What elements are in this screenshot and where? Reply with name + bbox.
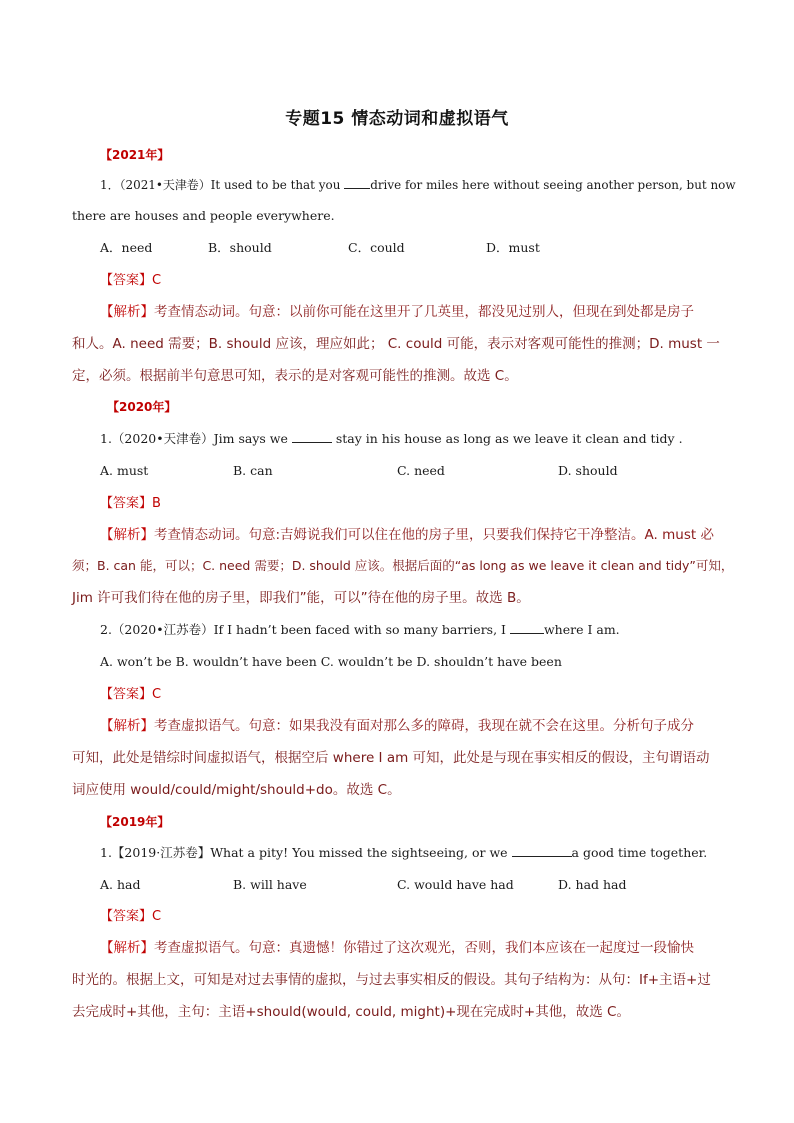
analysis-2020-1-line2: 须；B. can 能，可以；C. need 需要；D. should 应该。根据后面的“as long as we leave it clean and tidy”可知，: [72, 558, 734, 573]
answer-2021-1: [100, 270, 161, 291]
option-c: C. would have had: [397, 877, 514, 892]
question-2020-1-line1: [100, 429, 683, 449]
question-text: 1．（2021•天津卷）It used to be that you: [100, 178, 345, 192]
analysis-label: 【解析】: [100, 527, 154, 543]
question-text: 1.（2020•天津卷）Jim says we: [100, 431, 292, 446]
option-d: D. had had: [558, 877, 627, 892]
answer-value: B: [152, 496, 161, 511]
answer-label: 【答案】: [100, 909, 153, 924]
question-2021-1-line1: [100, 175, 736, 195]
answer-2020-1: [100, 493, 161, 514]
option-b: B．should: [208, 240, 272, 255]
answer-blank: [292, 430, 332, 443]
analysis-text: 考查情态动词。句意:吉姆说我们可以住在他的房子里，只要我们保持它干净整洁。A. must 必: [154, 527, 714, 543]
analysis-2019-1-line3: 去完成时+其他，主句：主语+should(would, could, might)+现在完成时+其他，故选 C。: [72, 1004, 630, 1020]
question-2019-1-line1: [100, 843, 707, 863]
year-heading-2020: 【2020年】: [107, 400, 177, 414]
analysis-label: 【解析】: [100, 940, 154, 956]
analysis-text: 考查情态动词。句意：以前你可能在这里开了几英里，都没见过别人，但现在到处都是房子: [154, 304, 694, 320]
analysis-2020-2-line1: [100, 716, 694, 736]
option-a: A. must: [100, 463, 149, 478]
option-c: C．could: [348, 240, 405, 255]
analysis-2020-1-line3: Jim 许可我们待在他的房子里，即我们”能，可以”待在他的房子里。故选 B。: [72, 590, 530, 606]
answer-label: 【答案】: [100, 687, 153, 702]
analysis-2021-1-line3: 定，必须。根据前半句意思可知，表示的是对客观可能性的推测。故选 C。: [72, 368, 518, 384]
question-2020-2-line1: [100, 620, 620, 640]
option-c: C. need: [397, 463, 445, 478]
option-b: B. will have: [233, 877, 307, 892]
analysis-text: 考查虚拟语气。句意：真遗憾！你错过了这次观光，否则，我们本应该在一起度过一段愉快: [154, 940, 694, 956]
year-heading-2021: 【2021年】: [100, 148, 170, 162]
answer-label: 【答案】: [100, 496, 153, 511]
option-d: D．must: [486, 240, 540, 255]
analysis-2021-1-line2: 和人。A. need 需要；B. should 应该，理应如此； C. could 可能，表示对客观可能性的推测；D. must 一: [72, 336, 720, 352]
question-text: 2.（2020•江苏卷）If I hadn’t been faced with so many barriers, I: [100, 622, 510, 637]
analysis-2019-1-line2: 时光的。根据上文，可知是对过去事情的虚拟，与过去事实相反的假设。其句子结构为：从句：If+主语+过: [72, 972, 711, 988]
answer-label: 【答案】: [100, 273, 153, 288]
option-a: A. had: [100, 877, 141, 892]
question-text: 1.【2019·江苏卷】What a pity! You missed the sightseeing, or we: [100, 845, 512, 860]
question-text: drive for miles here without seeing another person, but now: [370, 178, 736, 192]
question-text: a good time together.: [571, 845, 708, 860]
answer-2020-2: [100, 684, 161, 705]
option-b: B. can: [233, 463, 273, 478]
answer-2019-1: [100, 906, 161, 927]
answer-value: C: [152, 273, 162, 288]
analysis-label: 【解析】: [100, 718, 154, 734]
answer-blank: [512, 844, 572, 857]
page-title: 专题15 情态动词和虚拟语气: [285, 109, 509, 129]
answer-blank: [510, 621, 544, 634]
analysis-2020-2-line3: 词应使用 would/could/might/should+do。故选 C。: [72, 782, 401, 798]
analysis-2020-2-line2: 可知，此处是错综时间虚拟语气，根据空后 where I am 可知，此处是与现在事实相反的假设，主句谓语动: [72, 750, 710, 766]
question-text: where I am.: [543, 622, 620, 637]
options-line: A. won’t be B. wouldn’t have been C. wouldn’t be D. shouldn’t have been: [100, 654, 562, 669]
answer-value: C: [152, 687, 162, 702]
analysis-2020-1-line1: [100, 525, 714, 545]
answer-blank: [344, 176, 370, 189]
analysis-label: 【解析】: [100, 304, 154, 320]
question-text: stay in his house as long as we leave it clean and tidy .: [331, 431, 683, 446]
option-a: A．need: [100, 240, 153, 255]
question-2021-1-line2: there are houses and people everywhere.: [72, 208, 335, 223]
analysis-text: 考查虚拟语气。句意：如果我没有面对那么多的障碍，我现在就不会在这里。分析句子成分: [154, 718, 694, 734]
analysis-2021-1-line1: [100, 302, 694, 322]
option-d: D. should: [558, 463, 618, 478]
year-heading-2019: 【2019年】: [100, 815, 170, 829]
analysis-2019-1-line1: [100, 938, 694, 958]
answer-value: C: [152, 909, 162, 924]
